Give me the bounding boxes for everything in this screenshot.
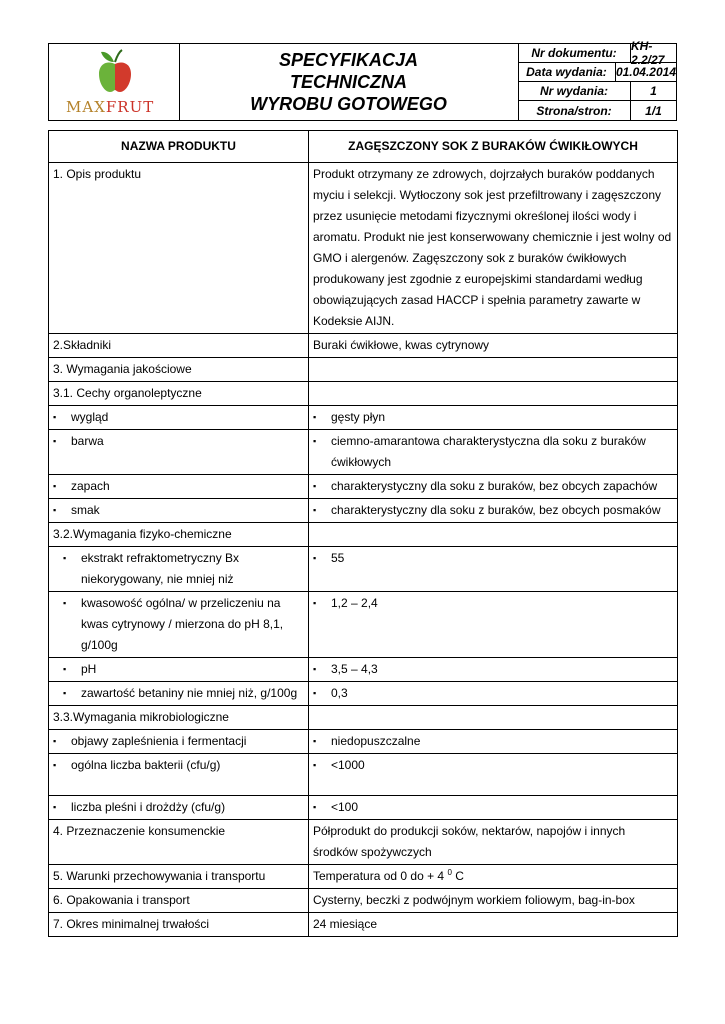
logo-wordmark: MAXFRUT	[66, 98, 155, 116]
specification-table	[48, 130, 678, 937]
bullet-icon: ▪	[313, 412, 317, 422]
apple-logo-icon	[95, 48, 135, 96]
bullet-icon: ▪	[313, 436, 317, 446]
table-row: ▪ pH ▪ 3,5 – 4,3	[49, 658, 678, 682]
title-line: TECHNICZNA	[290, 72, 407, 92]
bullet-icon: ▪	[313, 760, 317, 770]
table-row: ▪ smak ▪ charakterystyczny dla soku z buraków, bez obcych posmaków	[49, 499, 678, 523]
table-row: ▪ kwasowość ogólna/ w przeliczeniu na kwas cytrynowy / mierzona do pH 8,1, g/100g ▪ 1,2 – 2,4	[49, 592, 678, 658]
bullet-icon: ▪	[53, 760, 57, 770]
bullet-icon: ▪	[53, 436, 57, 446]
bullet-icon: ▪	[313, 481, 317, 491]
bullet-icon: ▪	[313, 802, 317, 812]
title-line: SPECYFIKACJA	[278, 50, 419, 70]
meta-row-doc-number: Nr dokumentu: KH-2.2/27	[518, 44, 676, 63]
table-row: 7. Okres minimalnej trwałości 24 miesiące	[49, 913, 678, 937]
bullet-icon: ▪	[53, 412, 57, 422]
meta-row-issue-number: Nr wydania: 1	[518, 82, 676, 101]
bullet-icon: ▪	[63, 598, 67, 608]
meta-row-page: Strona/stron: 1/1	[518, 101, 676, 120]
col-header-product-value: ZAGĘSZCZONY SOK Z BURAKÓW ĆWIKIŁOWYCH	[309, 131, 678, 163]
logo	[49, 44, 180, 120]
bullet-icon: ▪	[53, 802, 57, 812]
table-row: 6. Opakowania i transport Cysterny, beczki z podwójnym workiem foliowym, bag-in-box	[49, 889, 678, 913]
table-row: 2.Składniki Buraki ćwikłowe, kwas cytrynowy	[49, 334, 678, 358]
title-line: WYROBU GOTOWEGO	[250, 94, 447, 114]
table-row: ▪ ogólna liczba bakterii (cfu/g) ▪ <1000	[49, 754, 678, 796]
table-row: 3.1. Cechy organoleptyczne	[49, 382, 678, 406]
table-row: ▪ zawartość betaniny nie mniej niż, g/100g ▪ 0,3	[49, 682, 678, 706]
table-row: 5. Warunki przechowywania i transportu Temperatura od 0 do + 4 $^0$ C	[49, 865, 678, 889]
bullet-icon: ▪	[313, 664, 317, 674]
table-row: ▪ ekstrakt refraktometryczny Bx niekorygowany, nie mniej niż ▪ 55	[49, 547, 678, 592]
table-row: 3. Wymagania jakościowe	[49, 358, 678, 382]
document-title	[179, 44, 519, 120]
bullet-icon: ▪	[313, 505, 317, 515]
bullet-icon: ▪	[313, 553, 317, 563]
bullet-icon: ▪	[313, 598, 317, 608]
bullet-icon: ▪	[63, 664, 67, 674]
table-row: ▪ wygląd ▪ gęsty płyn	[49, 406, 678, 430]
table-row: ▪ barwa ▪ ciemno-amarantowa charakterystyczna dla soku z buraków ćwikłowych	[49, 430, 678, 475]
bullet-icon: ▪	[53, 481, 57, 491]
bullet-icon: ▪	[63, 553, 67, 563]
table-row: 3.3.Wymagania mikrobiologiczne	[49, 706, 678, 730]
document-meta	[518, 39, 676, 120]
bullet-icon: ▪	[313, 688, 317, 698]
bullet-icon: ▪	[53, 736, 57, 746]
table-header-row	[49, 131, 678, 163]
table-row: ▪ zapach ▪ charakterystyczny dla soku z buraków, bez obcych zapachów	[49, 475, 678, 499]
bullet-icon: ▪	[63, 688, 67, 698]
table-row: ▪ liczba pleśni i drożdży (cfu/g) ▪ <100	[49, 796, 678, 820]
bullet-icon: ▪	[313, 736, 317, 746]
table-row: ▪ objawy zapleśnienia i fermentacji ▪ niedopuszczalne	[49, 730, 678, 754]
table-row: 3.2.Wymagania fizyko-chemiczne	[49, 523, 678, 547]
col-header-product-name: NAZWA PRODUKTU	[49, 131, 309, 163]
bullet-icon: ▪	[53, 505, 57, 515]
table-row: 1. Opis produktu Produkt otrzymany ze zdrowych, dojrzałych buraków poddanych myciu i selekcji. Wytłoczony sok jest przefiltrowany i zagęszczony przez usunięcie metodami fizycznymi określonej ilości wody i aromatu. Produkt nie jest konserwowany chemicznie i jest wolny od GMO i alergenów. Zagęszczony sok z buraków ćwikłowych produkowany jest zgodnie z europejskimi standardami według obowiązujących zasad HACCP i spełnia parametry zawarte w Kodeksie AIJN.	[49, 163, 678, 334]
meta-row-issue-date: Data wydania: 01.04.2014	[518, 63, 676, 82]
document-header	[48, 39, 677, 121]
table-row: 4. Przeznaczenie konsumenckie Półprodukt do produkcji soków, nektarów, napojów i innych środków spożywczych	[49, 820, 678, 865]
